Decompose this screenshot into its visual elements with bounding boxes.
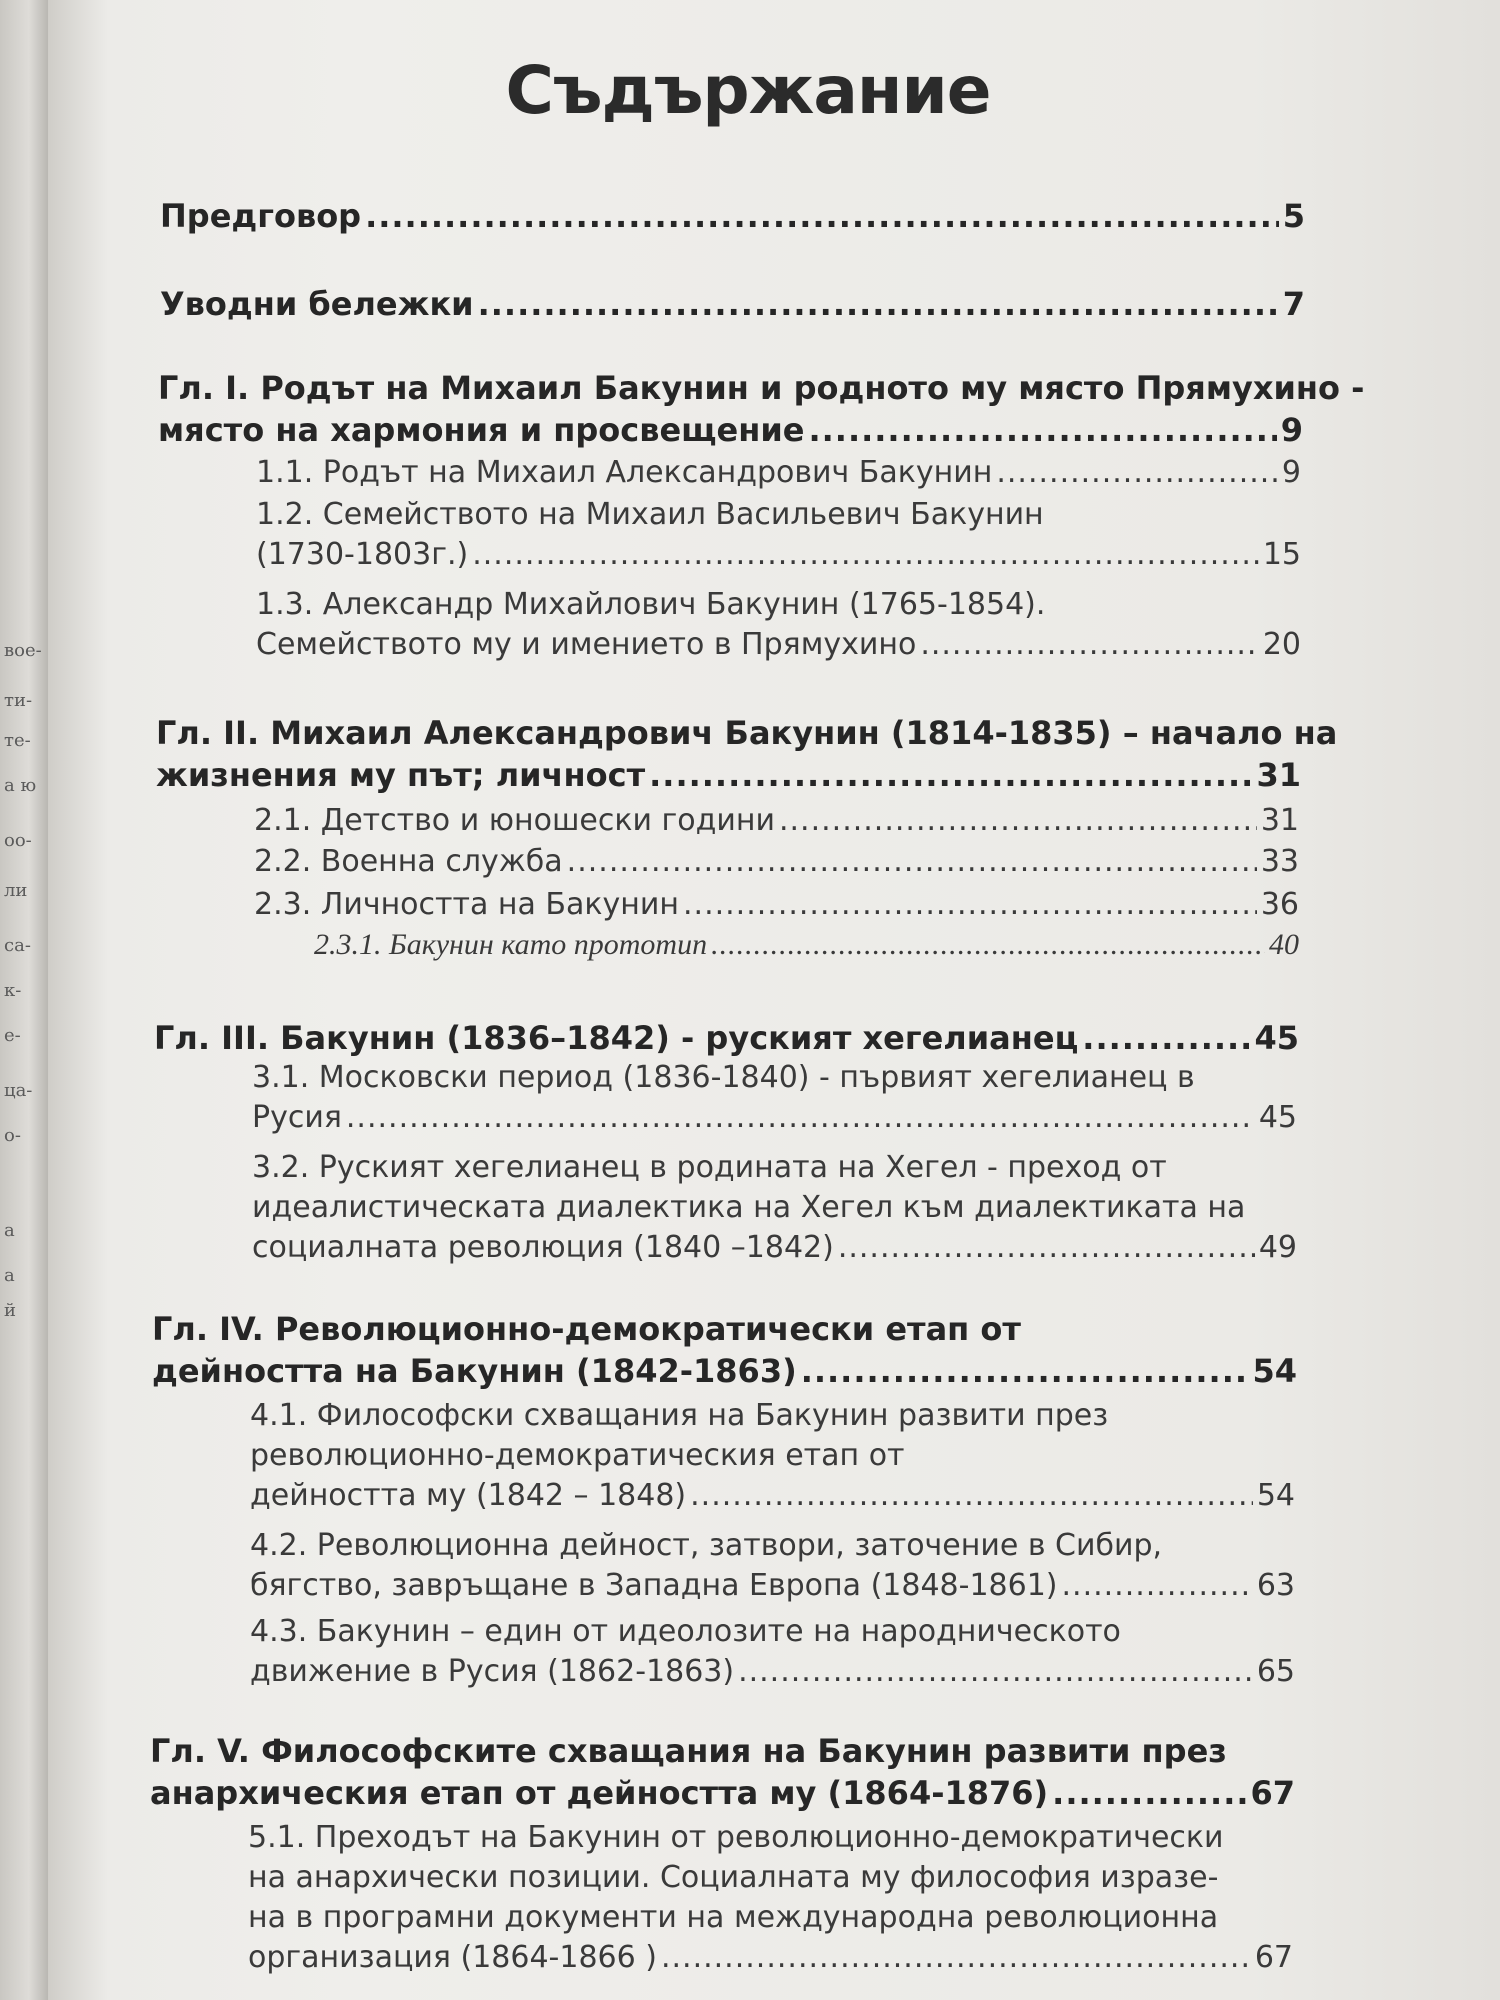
toc-chapter-3[interactable] xyxy=(154,1017,1299,1059)
toc-section-1-2[interactable] xyxy=(256,495,1301,575)
dot-leader xyxy=(711,925,1265,965)
section-title: 3.1. Московски период (1836-1840) - първият хегелианец в xyxy=(252,1060,1195,1095)
dot-leader xyxy=(808,409,1276,451)
book-page xyxy=(48,0,1500,2000)
section-title: на в програмни документи на международна революционна xyxy=(248,1900,1219,1935)
toc-chapter-4[interactable] xyxy=(152,1308,1297,1392)
margin-fragment: а xyxy=(4,1220,15,1241)
dot-leader xyxy=(649,754,1252,796)
toc-page-number: 36 xyxy=(1260,887,1299,922)
section-title: организация (1864-1866 ) xyxy=(248,1940,657,1975)
toc-chapter-2[interactable] xyxy=(156,712,1338,796)
toc-page-number: 9 xyxy=(1281,455,1301,490)
toc-section-4-1[interactable] xyxy=(250,1396,1295,1516)
toc-chapter-1[interactable] xyxy=(158,367,1365,451)
toc-section-3-1[interactable] xyxy=(252,1058,1297,1138)
margin-fragment: ти- xyxy=(4,690,33,711)
section-title: 1.2. Семейството на Михаил Васильевич Бакунин xyxy=(256,497,1044,532)
margin-fragment: ца- xyxy=(4,1080,33,1101)
section-title: революционно-демократическия етап от xyxy=(250,1438,905,1473)
margin-fragment: са- xyxy=(4,935,31,956)
section-title: 1.3. Александр Михайлович Бакунин (1765-1854). xyxy=(256,587,1046,622)
toc-section-4-3[interactable] xyxy=(250,1612,1295,1692)
dot-leader xyxy=(1082,1017,1250,1059)
dot-leader xyxy=(478,283,1279,325)
dot-leader xyxy=(661,1938,1251,1978)
section-title: 2.2. Военна служба xyxy=(254,844,563,879)
dot-leader xyxy=(838,1228,1255,1268)
toc-entry-intro[interactable] xyxy=(160,283,1305,325)
dot-leader xyxy=(779,801,1257,841)
toc-chapter-5[interactable] xyxy=(150,1730,1295,1814)
section-title: 5.1. Преходът на Бакунин от революционно-демократически xyxy=(248,1820,1224,1855)
toc-page-number: 54 xyxy=(1252,1352,1297,1390)
toc-section-4-2[interactable] xyxy=(250,1526,1295,1606)
section-title: дейността му (1842 – 1848) xyxy=(250,1478,687,1513)
toc-section-5-1[interactable] xyxy=(248,1818,1293,1978)
toc-page-number: 20 xyxy=(1262,627,1301,662)
toc-page-number: 45 xyxy=(1258,1100,1297,1135)
toc-page-number: 31 xyxy=(1260,803,1299,838)
section-title: 4.2. Революционна дейност, затвори, заточение в Сибир, xyxy=(250,1528,1163,1563)
dot-leader xyxy=(346,1098,1255,1138)
margin-fragment: оо- xyxy=(4,830,32,851)
dot-leader xyxy=(801,1350,1249,1392)
margin-fragment: й xyxy=(4,1300,16,1321)
chapter-title-line: Гл. I. Родът на Михаил Бакунин и родното му място Прямухино - xyxy=(158,369,1365,407)
toc-page-number: 65 xyxy=(1256,1654,1295,1689)
dot-leader xyxy=(920,625,1259,665)
toc-page-number: 40 xyxy=(1269,928,1299,961)
section-title: 4.1. Философски схващания на Бакунин развити през xyxy=(250,1398,1109,1433)
dot-leader xyxy=(365,195,1279,237)
dot-leader xyxy=(1052,1772,1246,1814)
dot-leader xyxy=(683,885,1257,925)
chapter-title-line: Гл. IV. Революционно-демократически етап от xyxy=(152,1310,1021,1348)
section-title: бягство, завръщане в Западна Европа (1848-1861) xyxy=(250,1568,1058,1603)
chapter-title-line: анархическия етап от дейността му (1864-1876) xyxy=(150,1774,1049,1812)
toc-page-number: 45 xyxy=(1254,1019,1299,1057)
toc-page-number: 33 xyxy=(1260,844,1299,879)
toc-page-number: 15 xyxy=(1262,537,1301,572)
section-title: 2.3.1. Бакунин като прототип xyxy=(314,928,708,961)
chapter-title-line: място на хармония и просвещение xyxy=(158,411,805,449)
section-title: идеалистическата диалектика на Хегел към диалектиката на xyxy=(252,1190,1246,1225)
chapter-title-line: дейността на Бакунин (1842-1863) xyxy=(152,1352,797,1390)
section-title: (1730-1803г.) xyxy=(256,537,469,572)
toc-entry-label: Уводни бележки xyxy=(160,285,474,323)
toc-section-2-3-1[interactable] xyxy=(314,925,1299,965)
toc-page-number: 67 xyxy=(1250,1774,1295,1812)
section-title: 4.3. Бакунин – един от идеолозите на народническото xyxy=(250,1614,1121,1649)
margin-fragment: е- xyxy=(4,1025,21,1046)
margin-fragment: ли xyxy=(4,880,28,901)
chapter-title-line: жизнения му път; личност xyxy=(156,756,646,794)
toc-page-number: 67 xyxy=(1254,1940,1293,1975)
toc-page-number: 7 xyxy=(1282,285,1305,323)
toc-page-number: 9 xyxy=(1280,411,1303,449)
margin-fragment: к- xyxy=(4,980,22,1001)
dot-leader xyxy=(690,1476,1253,1516)
toc-page-number: 63 xyxy=(1256,1568,1295,1603)
toc-section-2-3[interactable] xyxy=(254,885,1299,925)
section-title: социалната революция (1840 –1842) xyxy=(252,1230,834,1265)
section-title: 1.1. Родът на Михаил Александрович Бакунин xyxy=(256,455,993,490)
toc-entry-preface[interactable] xyxy=(160,195,1305,237)
toc-section-2-1[interactable] xyxy=(254,801,1299,841)
toc-entry-label: Предговор xyxy=(160,197,362,235)
dot-leader xyxy=(996,453,1278,493)
dot-leader xyxy=(472,535,1259,575)
section-title: 2.1. Детство и юношески години xyxy=(254,803,775,838)
margin-fragment: те- xyxy=(4,730,31,751)
section-title: на анархически позиции. Социалната му философия изразе- xyxy=(248,1860,1219,1895)
section-title: 3.2. Руският хегелианец в родината на Хегел - преход от xyxy=(252,1150,1167,1185)
adjacent-page-edge xyxy=(0,0,48,2000)
dot-leader xyxy=(738,1652,1253,1692)
section-title: 2.3. Личността на Бакунин xyxy=(254,887,679,922)
margin-fragment: о- xyxy=(4,1125,21,1146)
chapter-title-line: Гл. III. Бакунин (1836–1842) - руският хегелианец xyxy=(154,1019,1079,1057)
toc-section-3-2[interactable] xyxy=(252,1148,1297,1268)
page-title: Съдържание xyxy=(505,52,991,129)
toc-section-2-2[interactable] xyxy=(254,842,1299,882)
toc-page-number: 49 xyxy=(1258,1230,1297,1265)
section-title: движение в Русия (1862-1863) xyxy=(250,1654,735,1689)
dot-leader xyxy=(567,842,1257,882)
margin-fragment: вое- xyxy=(4,640,42,661)
toc-page-number: 5 xyxy=(1282,197,1305,235)
toc-section-1-1[interactable] xyxy=(256,453,1301,493)
chapter-title-line: Гл. II. Михаил Александрович Бакунин (1814-1835) – начало на xyxy=(156,714,1338,752)
section-title: Семейството му и имението в Прямухино xyxy=(256,627,917,662)
toc-section-1-3[interactable] xyxy=(256,585,1301,665)
margin-fragment: а xyxy=(4,1265,15,1286)
dot-leader xyxy=(1062,1566,1253,1606)
margin-fragment: а ю xyxy=(4,775,37,796)
toc-page-number: 31 xyxy=(1256,756,1301,794)
toc-page-number: 54 xyxy=(1256,1478,1295,1513)
section-title: Русия xyxy=(252,1100,342,1135)
chapter-title-line: Гл. V. Философските схващания на Бакунин развити през xyxy=(150,1732,1227,1770)
